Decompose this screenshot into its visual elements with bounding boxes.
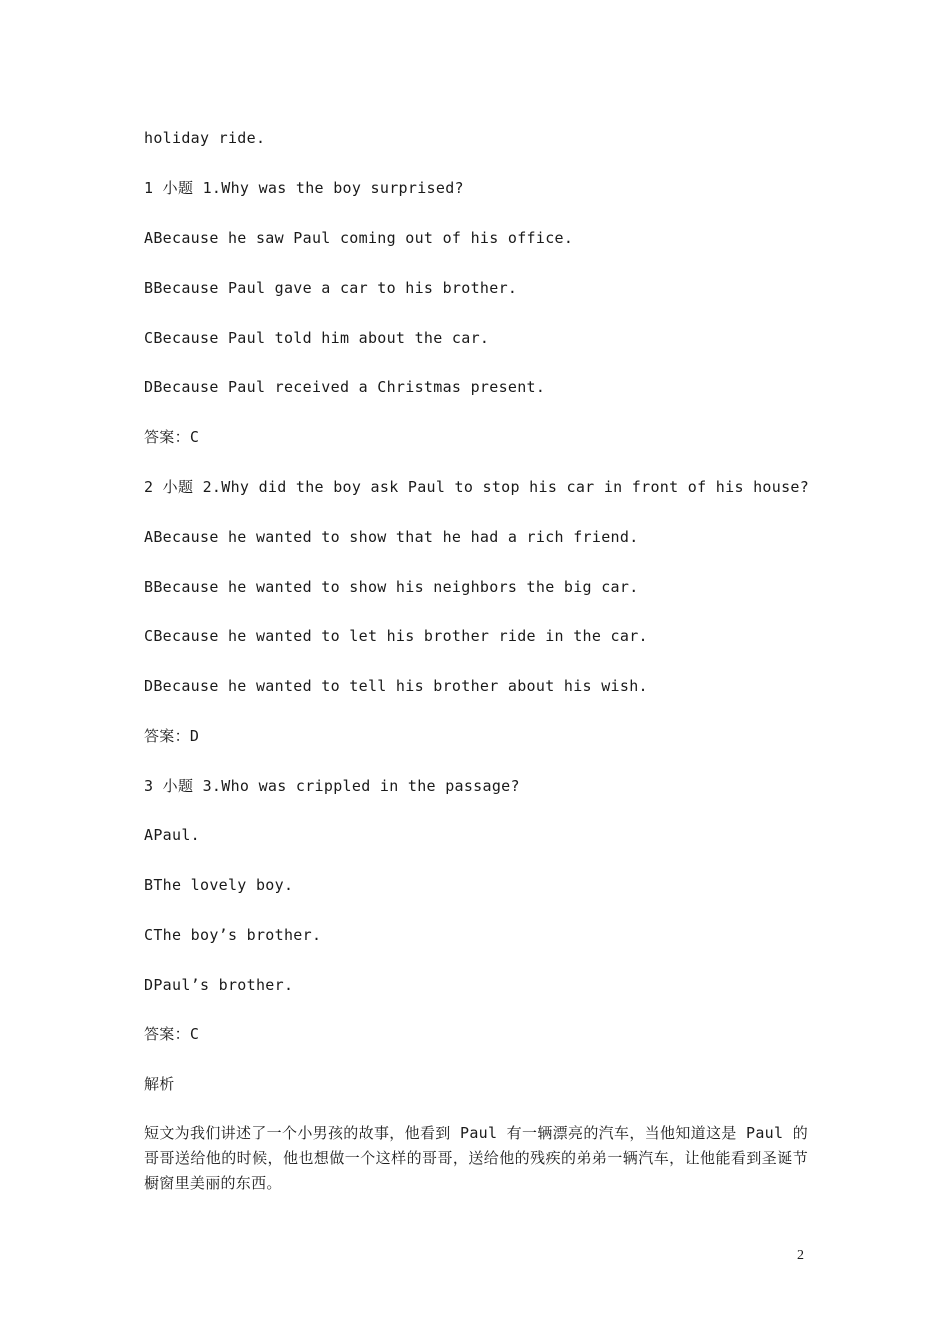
question-3-option-d: DPaul’s brother. [144, 976, 294, 994]
question-3-option-c: CThe boy’s brother. [144, 926, 322, 944]
question-1-option-a: ABecause he saw Paul coming out of his office. [144, 229, 574, 247]
question-3-prompt: 3 小题 3.Who was crippled in the passage? [144, 777, 520, 795]
question-2-answer: 答案：D [144, 727, 200, 745]
question-2-option-b: BBecause he wanted to show his neighbors the big car. [144, 578, 639, 596]
analysis-heading: 解析 [144, 1075, 175, 1093]
question-3-answer: 答案：C [144, 1025, 200, 1043]
question-3-option-a: APaul. [144, 826, 200, 844]
question-2-option-d: DBecause he wanted to tell his brother about his wish. [144, 677, 648, 695]
question-2-prompt: 2 小题 2.Why did the boy ask Paul to stop his car in front of his house? [144, 478, 810, 496]
question-1-option-b: BBecause Paul gave a car to his brother. [144, 279, 518, 297]
page-number: 2 [797, 1248, 805, 1263]
question-1-prompt: 1 小题 1.Why was the boy surprised? [144, 179, 464, 197]
continuation-line: holiday ride. [144, 129, 266, 147]
question-2-option-a: ABecause he wanted to show that he had a rich friend. [144, 528, 639, 546]
question-1-option-d: DBecause Paul received a Christmas present. [144, 378, 546, 396]
question-1-answer: 答案：C [144, 428, 200, 446]
question-3-option-b: BThe lovely boy. [144, 876, 294, 894]
question-2-option-c: CBecause he wanted to let his brother ride in the car. [144, 627, 648, 645]
analysis-paragraph: 短文为我们讲述了一个小男孩的故事，他看到 Paul 有一辆漂亮的汽车，当他知道这是 Paul 的哥哥送给他的时候，他也想做一个这样的哥哥，送给他的残疾的弟弟一辆汽车，让他能看到圣诞节橱窗里美丽的东西。 [144, 1124, 808, 1192]
question-1-option-c: CBecause Paul told him about the car. [144, 329, 490, 347]
